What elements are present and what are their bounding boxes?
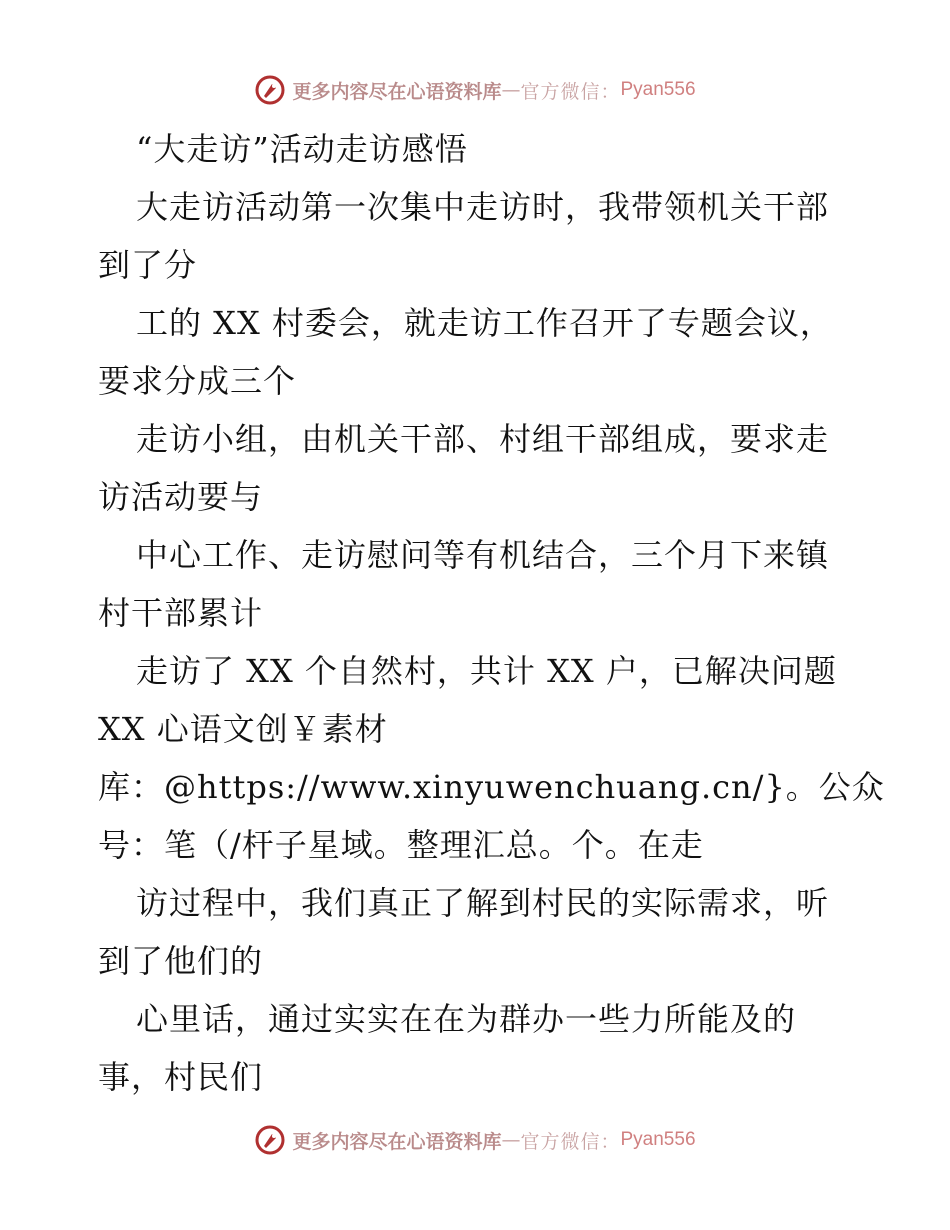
paragraph-line: 到了分: [98, 246, 198, 284]
paragraph-line: 要求分成三个: [98, 362, 297, 400]
paragraph-line: XX 心语文创￥素材: [98, 710, 388, 748]
paragraph-line: 访过程中，我们真正了解到村民的实际需求，听: [136, 884, 830, 922]
document-title: “大走访”活动走访感悟: [136, 130, 468, 168]
paragraph-line: 号：笔（/杆子星域。整理汇总。个。在走: [98, 826, 704, 864]
pen-nib-circle-icon: [254, 1124, 286, 1156]
paragraph-line: 工的 XX 村委会，就走访工作召开了专题会议，: [136, 304, 833, 342]
document-lines: [98, 178, 885, 1106]
paragraph-line: 到了他们的: [98, 942, 264, 980]
watermark-wechat-id: Pyan556: [620, 1129, 696, 1150]
watermark-main-text: 更多内容尽在心语资料库: [292, 80, 502, 103]
watermark-banner-top: [0, 70, 950, 110]
document-body: [98, 120, 885, 1106]
paragraph-line: 事，村民们: [98, 1058, 264, 1096]
watermark-main-text: 更多内容尽在心语资料库: [292, 1130, 502, 1153]
paragraph-line: 中心工作、走访慰问等有机结合，三个月下来镇: [136, 536, 830, 574]
paragraph-line: 走访了 XX 个自然村，共计 XX 户，已解决问题: [136, 652, 837, 690]
watermark-sub-text: 官方微信：: [520, 1130, 621, 1153]
paragraph-line: 大走访活动第一次集中走访时，我带领机关干部: [136, 188, 830, 226]
pen-nib-circle-icon: [254, 74, 286, 106]
watermark-banner-bottom: [0, 1120, 950, 1160]
watermark-dash: —: [501, 79, 521, 101]
paragraph-line: 村干部累计: [98, 594, 264, 632]
paragraph-line: 心里话，通过实实在在为群办一些力所能及的: [136, 1000, 797, 1038]
watermark-sub-text: 官方微信：: [520, 80, 621, 103]
paragraph-line: 库：@https://www.xinyuwenchuang.cn/}。公众: [98, 768, 885, 806]
paragraph-line: 访活动要与: [98, 478, 264, 516]
watermark-dash: —: [501, 1129, 521, 1151]
paragraph-line: 走访小组，由机关干部、村组干部组成，要求走: [136, 420, 830, 458]
watermark-wechat-id: Pyan556: [620, 79, 696, 100]
